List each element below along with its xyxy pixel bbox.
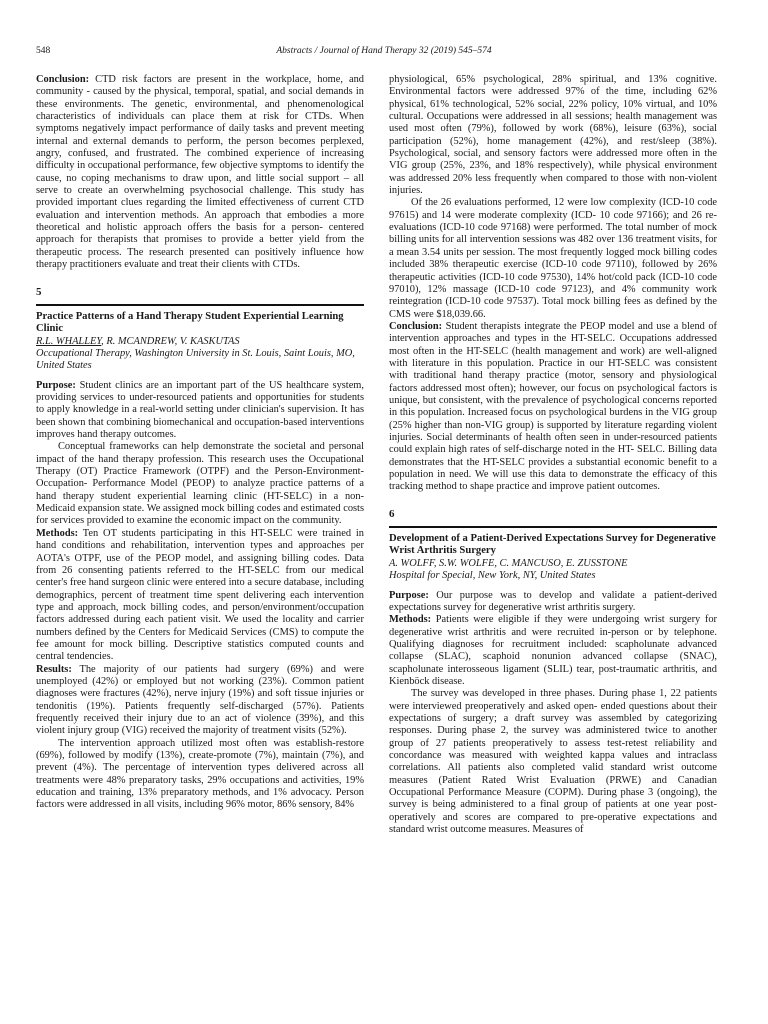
methods-paragraph bbox=[36, 528, 364, 664]
conclusion-text: Student therapists integrate the PEOP model and use a blend of intervention approaches and types in the HT-SELC. Occupations addressed most often in the HT-SELC (health management and work) are well-aligned with literature in this population. Practice in our HT-SELC was consistent with traditional hand therapy practice (motor, sensory and physiological factors addressed most often); however, our focus on psychological factors is unique, but consistent, with the prevalence of psychological concerns reported in this population. Increased focus on psychological burdens in the VIG group (25% higher than non-VIG group) is supported by literature regarding violent injuries. Social determinants of health often seen in under-resourced patients could explain high rates of self-discharge noted in the HT- SELC. Billing data demonstrates that the HT-SELC provides a substantial economic benefit to a population in need. We will use this data to demonstrate the efficacy of this tracking method to shape practice and improve patient outcomes. bbox=[389, 320, 717, 493]
conclusion-paragraph bbox=[389, 321, 717, 494]
presenting-author: R.L. WHALLEY bbox=[36, 335, 102, 347]
purpose-paragraph bbox=[389, 590, 717, 615]
abstract-number: 5 bbox=[36, 285, 42, 298]
purpose-label: Purpose: bbox=[389, 589, 429, 601]
methods-paragraph-2: The survey was developed in three phases. During phase 1, 22 patients were interviewed preoperatively and asked open- ended questions about their expectations of surgery; a draft survey was assembled by categorizing responses. During phase 2, the survey was administered twice to another group of 27 patients preoperatively to assess test-retest reliability and concordance was measured with weighted kappa values and intraclass correlations. All patients also completed valid standard wrist outcome measures (Patient Rated Wrist Evaluation (PRWE) and Canadian Occupational Performance Measure (COPM). During phase 3 (ongoing), the survey is being administered to a final group of patients at one year post-operatively and scores are compared to pre-operative expectations and standard wrist outcome measures. Measures of bbox=[389, 688, 717, 836]
methods-label: Methods: bbox=[389, 614, 432, 626]
running-head bbox=[36, 46, 732, 60]
abstract-affiliation: Hospital for Special, New York, NY, United States bbox=[389, 570, 596, 582]
abstract-affiliation: Occupational Therapy, Washington University in St. Louis, Saint Louis, MO, United States bbox=[36, 348, 355, 372]
methods-paragraph bbox=[389, 614, 717, 688]
results-paragraph bbox=[36, 664, 364, 738]
abstract-number: 6 bbox=[389, 507, 395, 520]
abstract-authors: A. WOLFF, S.W. WOLFE, C. MANCUSO, E. ZUSSTONE bbox=[389, 557, 628, 569]
right-column bbox=[389, 74, 717, 836]
page-number: 548 bbox=[36, 46, 51, 56]
left-column bbox=[36, 74, 364, 812]
purpose-label: Purpose: bbox=[36, 379, 76, 391]
purpose-text: Student clinics are an important part of the US healthcare system, providing services to under-resourced patients and opportunities for students to apply knowledge in a real-world setting under clinician's supervision. It has been shown that combining biomechanical and occupation-based interventions improves hand therapy outcomes. bbox=[36, 379, 364, 441]
abstract-title: Practice Patterns of a Hand Therapy Student Experiential Learning Clinic bbox=[36, 310, 344, 335]
prev-abstract-conclusion bbox=[36, 74, 364, 272]
methods-text: Ten OT students participating in this HT-SELC were trained in hand conditions and rehabilitation, intervention types and approaches per AOTA's OTPF, use of the PEOP model, and assigning billing codes. Data from 26 consenting patients referred to the HT-SELC from our medical center's free hand surgeon clinic were entered into a secure database, including demographics, percent of treatment time spent delivering each intervention type and approach, mock billing codes, and person/environment/occupation factors addressed during each patient visit. We used the locality and carrier numbers defined by the Centers for Medicaid Services (CMS) to compute the fee amount for mock billing. Descriptive statistics computed counts and central tendencies. bbox=[36, 527, 364, 663]
results-paragraph-2: The intervention approach utilized most often was establish-restore (69%), followed by modify (13%), create-promote (7%), maintain (7%), and prevent (4%). The percentage of intervention types delivered across all treatments were 48% preparatory tasks, 29% occupations and activities, 19% education and training, 13% preparatory methods, and 1% advocacy. Person factors were addressed in all visits, including 96% motor, 86% sensory, 84% bbox=[36, 737, 364, 811]
results-billing-paragraph: Of the 26 evaluations performed, 12 were low complexity (ICD-10 code 97615) and 14 were moderate complexity (ICD- 10 code 97166); and 26 re-evaluations (ICD-10 code 97168) were performed. The total number of mock billing units for all intervention sessions was 482 over 136 treatment visits, for a mean 3.54 units per session. The most frequently logged mock billing codes included 38% therapeutic exercise (ICD-10 code 97110), followed by 26% therapeutic activities (ICD-10 code 97530), 14% hot/cold pack (ICD-10 code 97010), 12% massage (ICD-10 code 97123), and 4% community work reintegration (ICD-10 code 97537). Total mock billing fees as defined by the CMS were $18,039.66. bbox=[389, 197, 717, 320]
abstract-title: Development of a Patient-Derived Expectations Survey for Degenerative Wrist Arthritis Surgery bbox=[389, 533, 716, 557]
methods-label: Methods: bbox=[36, 527, 79, 539]
co-authors: , R. MCANDREW, V. KASKUTAS bbox=[101, 335, 240, 347]
conclusion-text: CTD risk factors are present in the workplace, home, and community - caused by the physical, temporal, spatial, and social demands in these environments. The genetic, environmental, and phenomenological characteristics of individuals can place them at risk for CTDs. When symptoms negatively impact performance of daily tasks and prevent meeting internal and external demands to perform, the person becomes perplexed, angry, confused, and frustrated. The combined experience of increasing difficulty in occupational performance, few objective symptoms to identify the cause, no coping mechanisms to draw upon, and little social support – all serve to create an overwhelming psychosocial challenge. This study has provided important clues regarding the limited effectiveness of current CTD evaluation and intervention methods. An approach that embodies a more theoretical and holistic approach offers the basis for a person- centered approach for therapists that promises to provide a better yield from the therapeutic process. The research presented can positively influence how therapy practitioners evaluate and treat their clients with CTDs. bbox=[36, 74, 364, 271]
methods-text: Patients were eligible if they were undergoing wrist surgery for degenerative wrist arthritis and were recruited in-person or by telephone. Qualifying diagnoses for recruitment included: scapholunate advanced collapse (SLAC), scaphoid nonunion advanced collapse (SNAC), scapholunate interosseous ligament (SLIL) tear, post-traumatic arthritis, and Kienböck disease. bbox=[389, 614, 717, 687]
journal-citation: Abstracts / Journal of Hand Therapy 32 (2019) 545–574 bbox=[276, 46, 492, 56]
section-rule bbox=[36, 304, 364, 306]
results-text: The majority of our patients had surgery (69%) and were unemployed (42%) or employed but not working (23%). Common patient diagnoses were fractures (42%), nerve injury (19%) and soft tissue injuries or tendonitis (19%). Patients frequently self-discharged (57%). Patients frequently received their injury due to an act of violence (39%), and this violent injury group (VIG) received the majority of treatment visits (52%). bbox=[36, 663, 364, 737]
purpose-paragraph-2: Conceptual frameworks can help demonstrate the societal and personal impact of the hand therapy profession. This research uses the Occupational Therapy (OT) Practice Framework (OTPF) and the Person-Environment-Occupation- Performance Model (PEOP) to analyze practice patterns of a hand therapy student experiential learning clinic (HT-SELC) in a non-Medicaid expansion state. We assigned mock billing codes and estimated costs for services provided to examine the economic impact on the community. bbox=[36, 441, 364, 527]
results-label: Results: bbox=[36, 663, 72, 675]
purpose-paragraph bbox=[36, 380, 364, 442]
conclusion-label: Conclusion: bbox=[389, 320, 443, 332]
results-continued: physiological, 65% psychological, 28% spiritual, and 13% cognitive. Environmental factors were addressed 97% of the time, including 62% physical, 61% technological, 52% social, 22% policy, 10% virtual, and 10% cultural. Occupations were addressed in all sessions; health management was used most often (79%), followed by work (68%), leisure (63%), social participation (52%), home management (42%), and rest/sleep (38%). Psychological, social, and sensory factors were addressed more often in the VIG group (25%, 23%, and 18% respectively), while physical environment was addressed 20% less frequently when compared to those with non-violent injuries. bbox=[389, 74, 717, 197]
section-rule bbox=[389, 526, 717, 528]
abstract-authors bbox=[36, 336, 364, 348]
purpose-text: Our purpose was to develop and validate a patient-derived expectations survey for degenerative wrist arthritis surgery. bbox=[389, 589, 717, 613]
conclusion-label: Conclusion: bbox=[36, 74, 90, 85]
